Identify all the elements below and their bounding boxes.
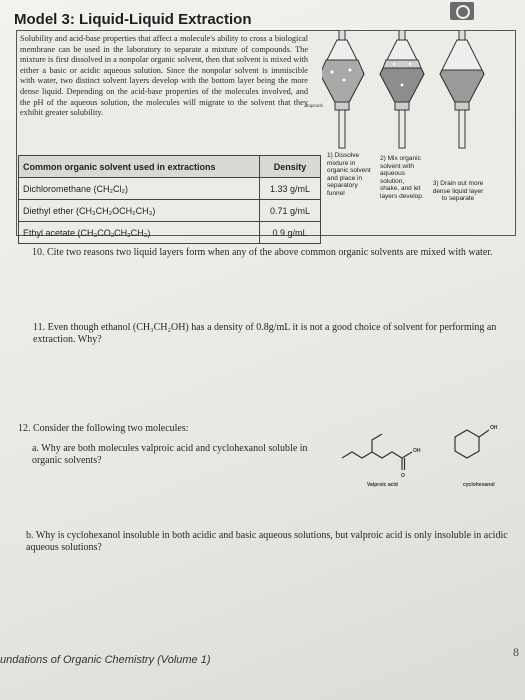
valproic-acid-structure xyxy=(340,420,430,480)
step-1-caption: 1) Dissolve mixture in organic solvent and place in separatory funnel xyxy=(327,152,371,197)
cyclohexanol-oh-label: OH xyxy=(490,425,498,431)
table-cell-density: 0.9 g/mL xyxy=(260,222,321,244)
question-11: 11. Even though ethanol (CH₃CH₂OH) has a density of 0.8g/mL it is not a good choice of solvent for performing an extraction. Why? xyxy=(33,322,497,345)
book-footer: undations of Organic Chemistry (Volume 1) xyxy=(0,654,211,666)
question-12a: a. Why are both molecules valproic acid and cyclohexanol soluble in organic solvents? xyxy=(32,443,308,466)
table-cell-solvent: Dichloromethane (CH₂Cl₂) xyxy=(19,178,260,200)
table-header-density: Density xyxy=(260,156,321,178)
funnel-step-1 xyxy=(322,30,364,148)
table-cell-solvent: Diethyl ether (CH₃CH₂OCH₂CH₃) xyxy=(19,200,260,222)
table-row xyxy=(19,222,321,244)
table-header-solvent: Common organic solvent used in extractions xyxy=(19,156,260,178)
question-10: 10. Cite two reasons two liquid layers form when any of the above common organic solvents are mixed with water. xyxy=(32,247,493,258)
intro-paragraph: Solubility and acid-base properties that affect a molecule's ability to cross a biological membrane can be used in the laboratory to separate a mixture of compounds. The mixture is first dissolved in a nonpolar organic solvent, then that solvent is mixed with either a basic or acidic aqueous solution. Since the nonpolar solvent is immiscible with water, two distinct solvent layers develop with the bottom layer being the more dense liquid. Depending on the acid-base properties of the molecules involved, and the pH of the aqueous solution, the molecules will migrate to the solvent that they exhibit greater solubility. xyxy=(20,34,308,118)
page-mark: 8 xyxy=(513,645,519,659)
table-header-row xyxy=(19,156,321,178)
valproic-o-label: O xyxy=(401,473,405,479)
cyclohexanol-structure xyxy=(445,418,515,473)
table-row xyxy=(19,178,321,200)
table-cell-solvent: Ethyl acetate (CH₃CO₂CH₂CH₃) xyxy=(19,222,260,244)
valproic-acid-label: Valproic acid xyxy=(367,482,398,488)
funnel-step-2 xyxy=(380,30,424,148)
funnel-step-3 xyxy=(440,30,484,148)
table-cell-density: 1.33 g/mL xyxy=(260,178,321,200)
step-3-caption: 3) Drain out more dense liquid layer to separate xyxy=(432,180,484,202)
solvent-table xyxy=(18,155,321,244)
step-2-caption: 2) Mix organic solvent with aqueous solution, shake, and let layers develop. xyxy=(380,155,424,200)
stopcock-label: stopcock xyxy=(305,103,323,108)
question-12: 12. Consider the following two molecules: xyxy=(18,423,189,434)
page-title: Model 3: Liquid-Liquid Extraction xyxy=(14,11,252,28)
valproic-oh-label: OH xyxy=(413,448,421,454)
separatory-funnel-diagram xyxy=(322,30,514,150)
cyclohexanol-label: cyclohexanol xyxy=(463,482,495,488)
cc-license-icon xyxy=(450,2,474,20)
question-12b: b. Why is cyclohexanol insoluble in both acidic and basic aqueous solutions, but valproic acid is only insoluble in acidic aqueous solutions? xyxy=(26,530,508,553)
table-row xyxy=(19,200,321,222)
table-cell-density: 0.71 g/mL xyxy=(260,200,321,222)
